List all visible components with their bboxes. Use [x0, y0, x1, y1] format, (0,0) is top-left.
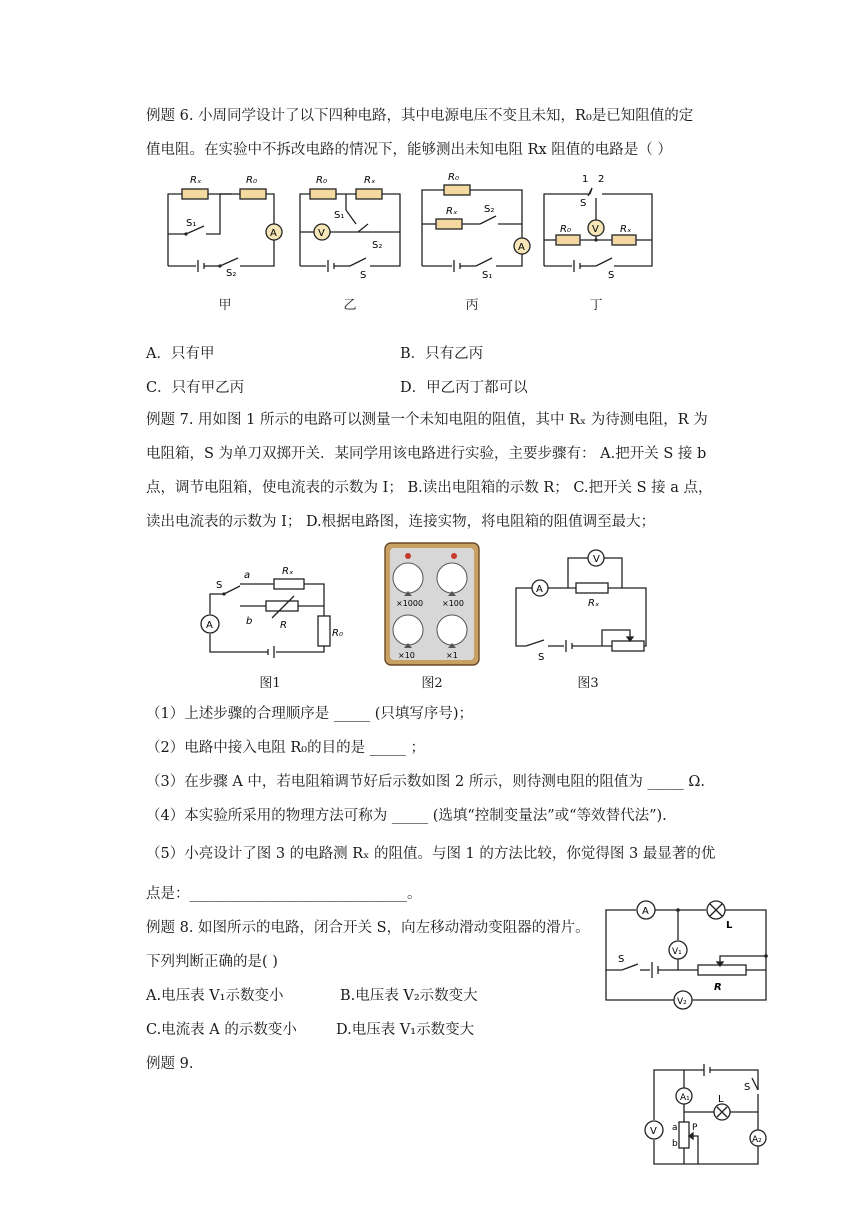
label-ammeter: A: [270, 228, 277, 239]
circuit-yi-diagram: [296, 168, 406, 278]
label-s2: S₂: [372, 240, 383, 251]
label-s2: S₂: [484, 204, 495, 215]
q9-circuit: [640, 1060, 772, 1172]
label-ammeter: A: [642, 906, 649, 917]
q7-sub1: （1）上述步骤的合理顺序是 _____ (只填写序号)；: [146, 706, 474, 722]
label-a: a: [672, 1123, 678, 1133]
label-r: R: [280, 620, 287, 631]
label-voltmeter: V: [592, 224, 599, 235]
q8-line1: 例题 8. 如图所示的电路，闭合开关 S，向左移动滑动变阻器的滑片。: [146, 920, 590, 936]
q8-line2: 下列判断正确的是( ): [146, 954, 278, 970]
label-lamp: L: [726, 920, 733, 931]
label-s: S: [580, 198, 587, 209]
label-rx: Rₓ: [620, 224, 632, 235]
q8-circuit: [600, 896, 772, 1020]
q7-sub2: （2）电路中接入电阻 R₀的目的是 _____ ；: [146, 740, 426, 756]
q6-line2: 值电阻。在实验中不拆改电路的情况下，能够测出未知电阻 Rx 阻值的电路是（ ）: [146, 142, 672, 158]
dial-label-1: ×1: [446, 651, 458, 660]
label-rx: Rₓ: [588, 598, 600, 609]
label-ammeter: A: [206, 620, 213, 631]
q6-option-a: A．只有甲: [146, 346, 215, 362]
label-voltmeter: V: [593, 554, 600, 565]
label-v2: V₂: [677, 997, 687, 1007]
label-r0: R₀: [448, 172, 459, 183]
label-b: b: [246, 616, 253, 627]
label-rx: Rₓ: [364, 175, 376, 186]
label-r0: R₀: [246, 175, 257, 186]
caption-ding: 丁: [589, 298, 603, 313]
label-v1: V₁: [672, 947, 682, 957]
label-r: R: [714, 982, 722, 993]
label-rx: Rₓ: [446, 206, 458, 217]
q7-line4: 读出电流表的示数为 I； D.根据电路图，连接实物，将电阻箱的阻值调至最大；: [146, 514, 656, 530]
label-s1: S₁: [482, 270, 493, 278]
label-r0: R₀: [316, 175, 327, 186]
q7-sub3: （3）在步骤 A 中，若电阻箱调节好后示数如图 2 所示，则待测电阻的阻值为 _____ Ω.: [146, 774, 705, 790]
dial-label-1000: ×1000: [396, 599, 424, 608]
label-ammeter: A: [536, 584, 543, 595]
circuit-bing-diagram: [418, 168, 536, 278]
label-ammeter: A: [518, 242, 525, 253]
q8-option-b: B.电压表 V₂示数变大: [340, 988, 478, 1004]
label-terminal-2: 2: [598, 174, 605, 185]
label-a2: A₂: [752, 1135, 762, 1145]
label-s: S: [360, 270, 367, 278]
q7-line1: 例题 7. 用如图 1 所示的电路可以测量一个未知电阻的阻值，其中 Rₓ 为待测电阻，R 为: [146, 412, 708, 428]
dial-label-100: ×100: [442, 599, 464, 608]
q7-line3: 点，调节电阻箱，使电流表的示数为 I； B.读出电阻箱的示数 R； C.把开关 S 接 a 点，: [146, 480, 713, 496]
figure1-circuit: [194, 556, 344, 666]
circuit-ding-diagram: [540, 168, 658, 278]
q8-option-d: D.电压表 V₁示数变大: [336, 1022, 475, 1038]
label-s2: S₂: [226, 268, 237, 278]
q8-option-a: A.电压表 V₁示数变小: [146, 988, 284, 1004]
caption-fig2: 图2: [421, 676, 443, 691]
label-voltmeter: V: [650, 1126, 657, 1137]
label-lamp: L: [718, 1094, 724, 1105]
figure3-circuit: [512, 542, 662, 662]
label-r0: R₀: [332, 628, 343, 639]
q7-line2: 电阻箱，S 为单刀双掷开关．某同学用该电路进行实验，主要步骤有： A.把开关 S 接 b: [146, 446, 707, 462]
label-a: a: [244, 570, 251, 581]
caption-fig3: 图3: [577, 676, 599, 691]
label-r0: R₀: [560, 224, 571, 235]
label-voltmeter: V: [318, 228, 325, 239]
q7-sub6: 点是：______________________________。: [146, 886, 422, 902]
label-b: b: [672, 1139, 678, 1149]
figure2-resistance-box: [384, 542, 480, 666]
q8-option-c: C.电流表 A 的示数变小: [146, 1022, 297, 1038]
label-s: S: [618, 954, 625, 965]
q6-line1: 例题 6. 小周同学设计了以下四种电路，其中电源电压不变且未知，R₀是已知阻值的定: [146, 108, 694, 124]
label-s: S: [608, 270, 615, 278]
label-s: S: [744, 1082, 751, 1093]
circuit-jia-diagram: [160, 168, 290, 278]
caption-bing: 丙: [465, 298, 479, 313]
q7-sub4: （4）本实验所采用的物理方法可称为 _____ (选填“控制变量法”或“等效替代法”).: [146, 808, 667, 824]
label-rx: Rₓ: [190, 175, 202, 186]
label-s1: S₁: [334, 210, 345, 221]
q6-option-b: B．只有乙丙: [400, 346, 484, 362]
label-a1: A₁: [680, 1093, 690, 1103]
label-p: P: [692, 1123, 698, 1133]
label-s: S: [538, 652, 545, 662]
q7-sub5: （5）小亮设计了图 3 的电路测 Rₓ 的阻值。与图 1 的方法比较，你觉得图 3 最显著的优: [146, 846, 716, 862]
caption-yi: 乙: [343, 298, 357, 313]
q6-option-c: C．只有甲乙丙: [146, 380, 245, 396]
label-terminal-1: 1: [582, 174, 589, 185]
label-s: S: [216, 580, 223, 591]
caption-fig1: 图1: [259, 676, 281, 691]
q6-option-d: D．甲乙丙丁都可以: [400, 380, 528, 396]
label-rx: Rₓ: [282, 566, 294, 577]
q9-line1: 例题 9.: [146, 1056, 194, 1072]
dial-label-10: ×10: [398, 651, 415, 660]
label-s1: S₁: [186, 218, 197, 229]
caption-jia: 甲: [218, 298, 232, 313]
